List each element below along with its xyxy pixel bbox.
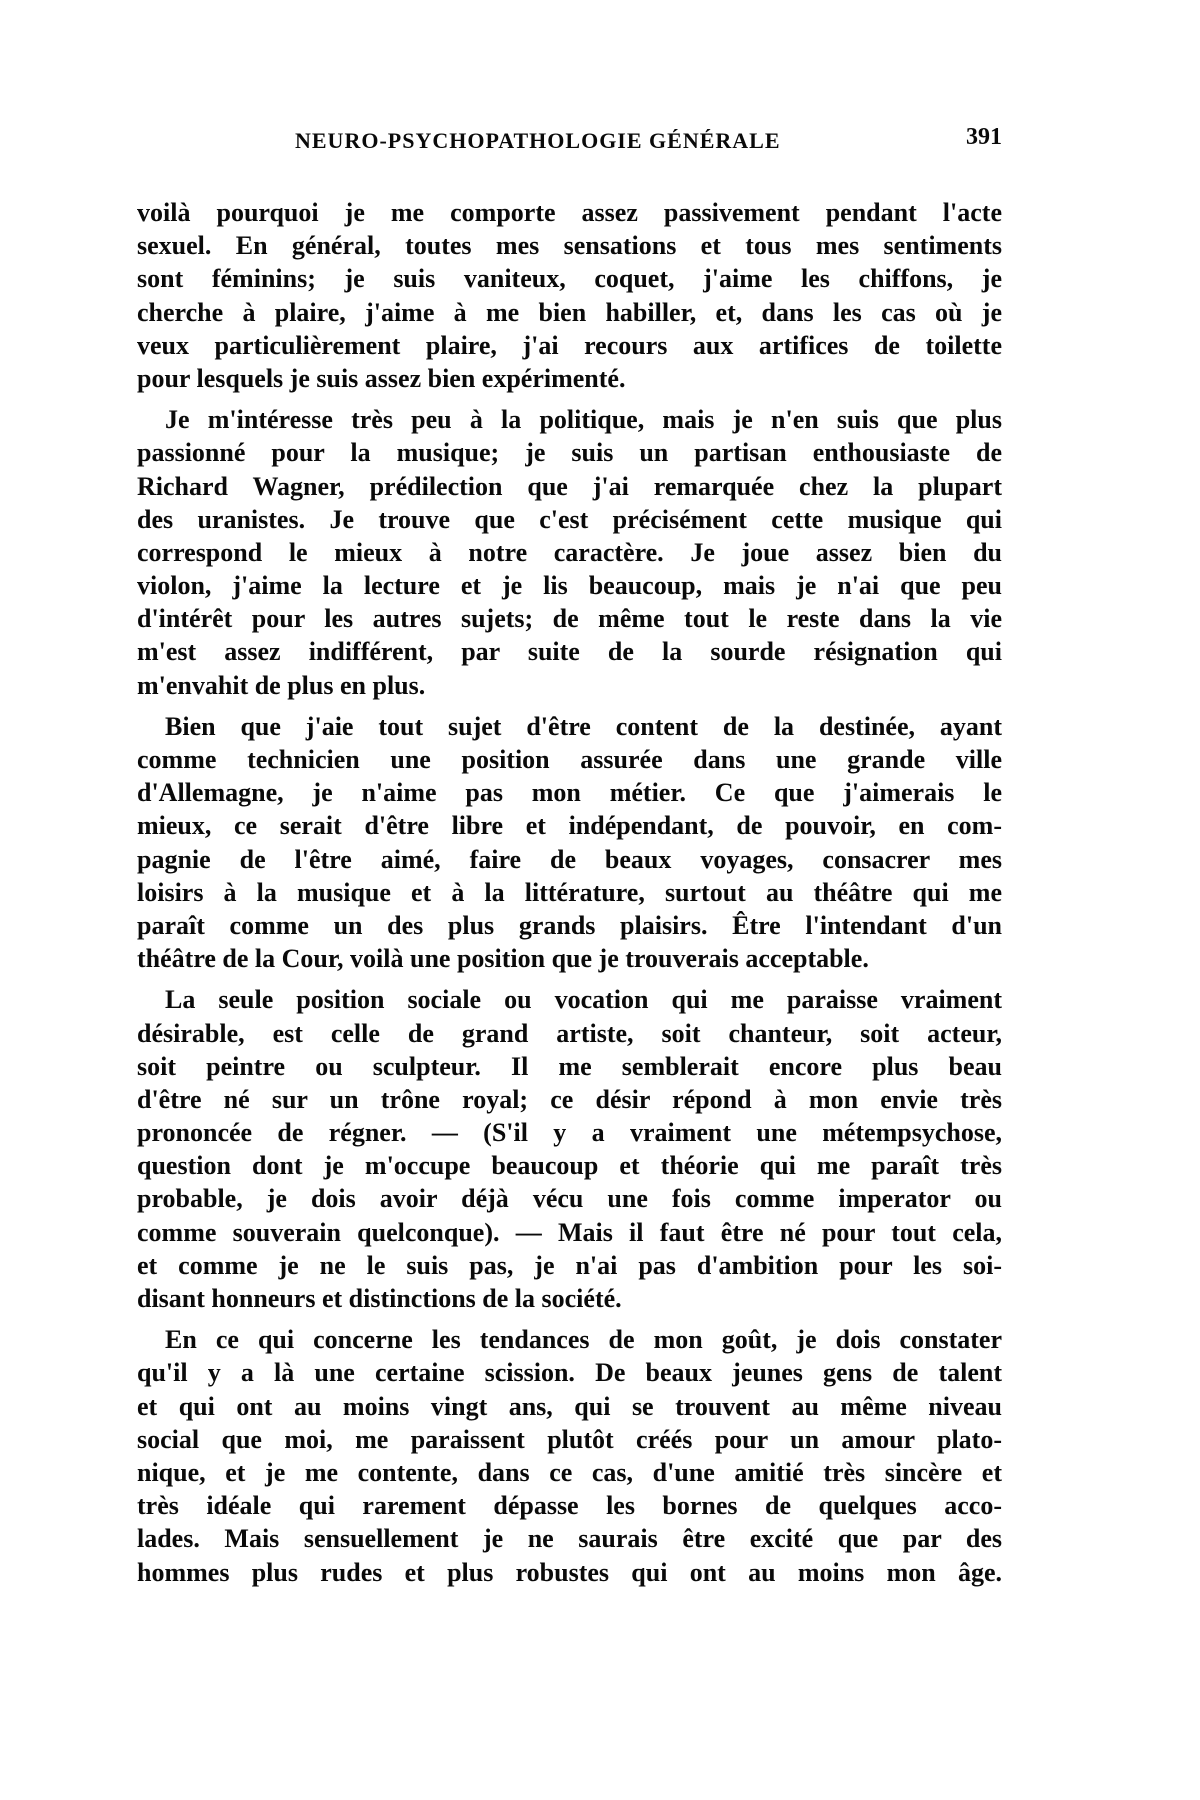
paragraph [137,1323,1002,1589]
text-line: sont féminins; je suis vaniteux, coquet, j'aime les chiffons, je [137,264,1002,294]
text-line: hommes plus rudes et plus robustes qui ont au moins mon âge. [137,1557,1002,1587]
text-line: d'Allemagne, je n'aime pas mon métier. Ce que j'aimerais le [137,778,1002,808]
text-line: sexuel. En général, toutes mes sensations et tous mes sentiments [137,231,1002,261]
text-line: soit peintre ou sculpteur. Il me semblerait encore plus beau [137,1051,1002,1081]
text-line: mieux, ce serait d'être libre et indépendant, de pouvoir, en com- [137,811,1002,841]
paragraph [137,403,1002,702]
text-line: nique, et je me contente, dans ce cas, d'une amitié très sincère et [137,1457,1002,1487]
text-line: passionné pour la musique; je suis un partisan enthousiaste de [137,438,1002,468]
text-line: paraît comme un des plus grands plaisirs. Être l'intendant d'un [137,910,1002,940]
text-line: cherche à plaire, j'aime à me bien habiller, et, dans les cas où je [137,297,1002,327]
text-line: comme technicien une position assurée dans une grande ville [137,745,1002,774]
text-line: pour lesquels je suis assez bien expérimenté. [137,363,626,393]
page-number: 391 [966,124,1002,150]
running-title: NEURO-PSYCHOPATHOLOGIE GÉNÉRALE [295,128,781,153]
paragraph [137,710,1002,976]
text-line: Je m'intéresse très peu à la politique, mais je n'en suis que plus [165,405,1002,435]
text-line: probable, je dois avoir déjà vécu une fois comme imperator ou [137,1184,1002,1214]
text-line: question dont je m'occupe beaucoup et théorie qui me paraît très [137,1151,1002,1181]
text-line: veux particulièrement plaire, j'ai recours aux artifices de toilette [137,330,1002,360]
text-line: prononcée de régner. — (S'il y a vraiment une métempsychose, [137,1118,1002,1148]
text-line: d'être né sur un trône royal; ce désir répond à mon envie très [137,1084,1002,1114]
text-line: Richard Wagner, prédilection que j'ai remarquée chez la plupart [137,471,1002,501]
text-line: La seule position sociale ou vocation qui me paraisse vraiment [165,985,1002,1015]
text-line: qu'il y a là une certaine scission. De beaux jeunes gens de talent [137,1358,1002,1388]
text-line: et comme je ne le suis pas, je n'ai pas d'ambition pour les soi- [137,1250,1002,1280]
text-line: En ce qui concerne les tendances de mon goût, je dois constater [165,1325,1002,1355]
text-line: voilà pourquoi je me comporte assez passivement pendant l'acte [137,198,1002,227]
text-line: disant honneurs et distinctions de la société. [137,1284,622,1313]
page-header [137,124,1002,164]
text-line: lades. Mais sensuellement je ne saurais être excité que par des [137,1524,1002,1554]
text-line: et qui ont au moins vingt ans, qui se trouvent au même niveau [137,1391,1002,1421]
text-line: très idéale qui rarement dépasse les bornes de quelques acco- [137,1491,1002,1521]
text-line: d'intérêt pour les autres sujets; de même tout le reste dans la vie [137,604,1002,634]
text-line: m'envahit de plus en plus. [137,670,426,700]
text-line: théâtre de la Cour, voilà une position que je trouverais acceptable. [137,944,869,974]
body-text [137,196,1002,1597]
text-line: loisirs à la musique et à la littérature, surtout au théâtre qui me [137,877,1002,907]
text-line: social que moi, me paraissent plutôt créés pour un amour plato- [137,1424,1002,1454]
text-line: Bien que j'aie tout sujet d'être content de la destinée, ayant [165,711,1002,741]
text-line: pagnie de l'être aimé, faire de beaux voyages, consacrer mes [137,844,1002,874]
text-line: comme souverain quelconque). — Mais il faut être né pour tout cela, [137,1217,1002,1247]
paragraph [137,983,1002,1315]
text-line: des uranistes. Je trouve que c'est précisément cette musique qui [137,504,1002,534]
text-line: m'est assez indifférent, par suite de la sourde résignation qui [137,637,1002,667]
paragraph [137,196,1002,395]
text-line: désirable, est celle de grand artiste, soit chanteur, soit acteur, [137,1018,1002,1048]
text-line: violon, j'aime la lecture et je lis beaucoup, mais je n'ai que peu [137,571,1002,601]
text-line: correspond le mieux à notre caractère. Je joue assez bien du [137,537,1002,567]
